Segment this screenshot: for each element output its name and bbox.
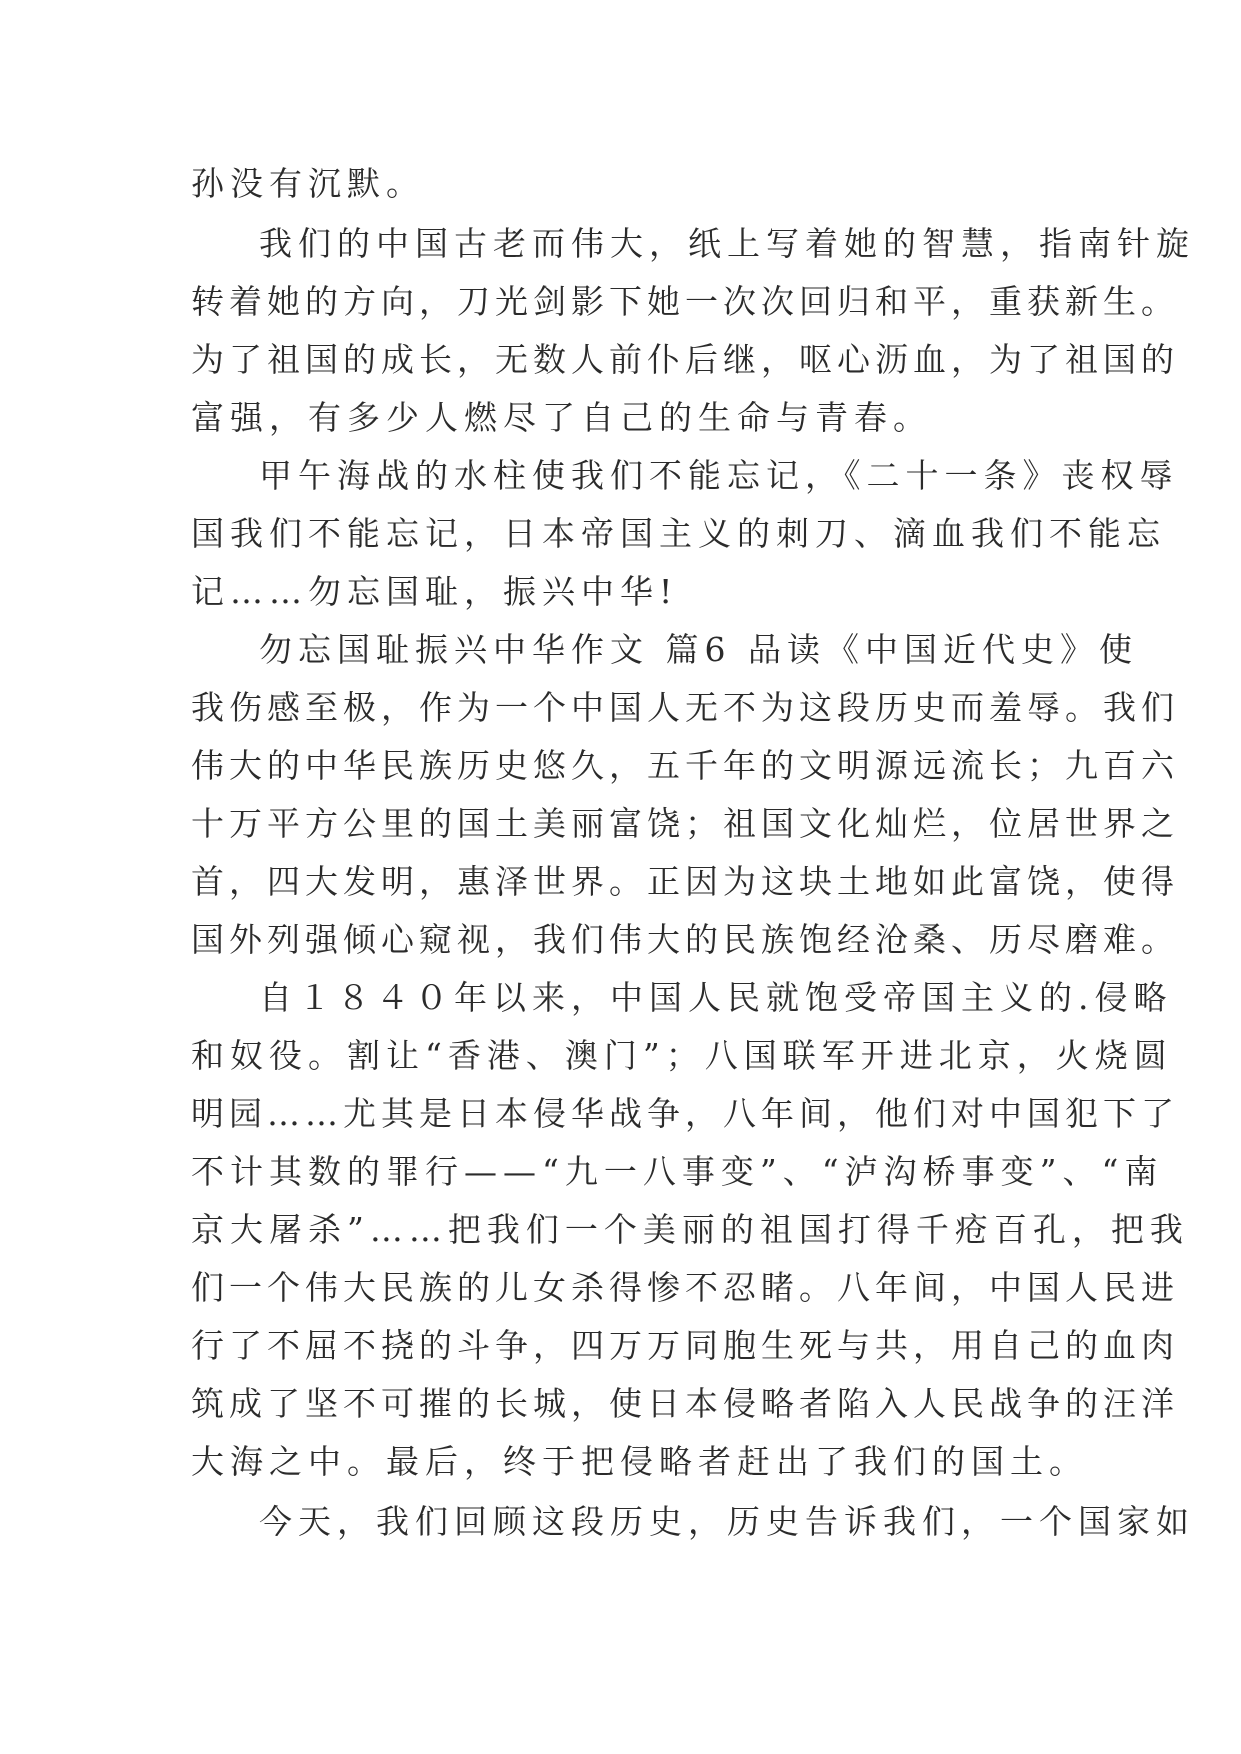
text-line: 我伤感至极，作为一个中国人无不为这段历史而羞辱。我们 [191,688,1179,727]
text-line: 行了不屈不挠的斗争，四万万同胞生死与共，用自己的血肉 [191,1326,1179,1365]
text-line: 首，四大发明，惠泽世界。正因为这块土地如此富饶，使得 [191,862,1179,901]
text-line: 勿忘国耻振兴中华作文 篇6 品读《中国近代史》使 [259,630,1138,669]
text-line: 不计其数的罪行——“九一八事变”、“泸沟桥事变”、“南 [191,1152,1164,1191]
text-line: 筑成了坚不可摧的长城，使日本侵略者陷入人民战争的汪洋 [191,1384,1179,1423]
text-line: 大海之中。最后，终于把侵略者赶出了我们的国土。 [191,1442,1088,1481]
text-line: 记……勿忘国耻，振兴中华! [191,572,679,611]
text-line: 京大屠杀”……把我们一个美丽的祖国打得千疮百孔，把我 [191,1210,1189,1249]
text-line: 今天，我们回顾这段历史，历史告诉我们，一个国家如 [259,1502,1195,1541]
text-line: 明园……尤其是日本侵华战争，八年间，他们对中国犯下了 [191,1094,1179,1133]
text-line: 国我们不能忘记，日本帝国主义的刺刀、滴血我们不能忘 [191,514,1166,553]
text-line: 我们的中国古老而伟大，纸上写着她的智慧，指南针旋 [259,224,1195,263]
text-line: 伟大的中华民族历史悠久，五千年的文明源远流长；九百六 [191,746,1179,785]
text-line: 十万平方公里的国土美丽富饶；祖国文化灿烂，位居世界之 [191,804,1179,843]
text-line: 甲午海战的水柱使我们不能忘记，《二十一条》丧权辱 [259,456,1179,495]
text-line: 孙没有沉默。 [191,164,425,203]
text-line: 为了祖国的成长，无数人前仆后继，呕心沥血，为了祖国的 [191,340,1179,379]
text-line: 和奴役。割让“香港、澳门”；八国联军开进北京，火烧圆 [191,1036,1173,1075]
text-line: 自１８４０年以来，中国人民就饱受帝国主义的.侵略 [259,978,1173,1017]
text-line: 转着她的方向，刀光剑影下她一次次回归和平，重获新生。 [191,282,1179,321]
text-line: 富强，有多少人燃尽了自己的生命与青春。 [191,398,932,437]
text-line: 国外列强倾心窥视，我们伟大的民族饱经沧桑、历尽磨难。 [191,920,1179,959]
text-line: 们一个伟大民族的儿女杀得惨不忍睹。八年间，中国人民进 [191,1268,1179,1307]
